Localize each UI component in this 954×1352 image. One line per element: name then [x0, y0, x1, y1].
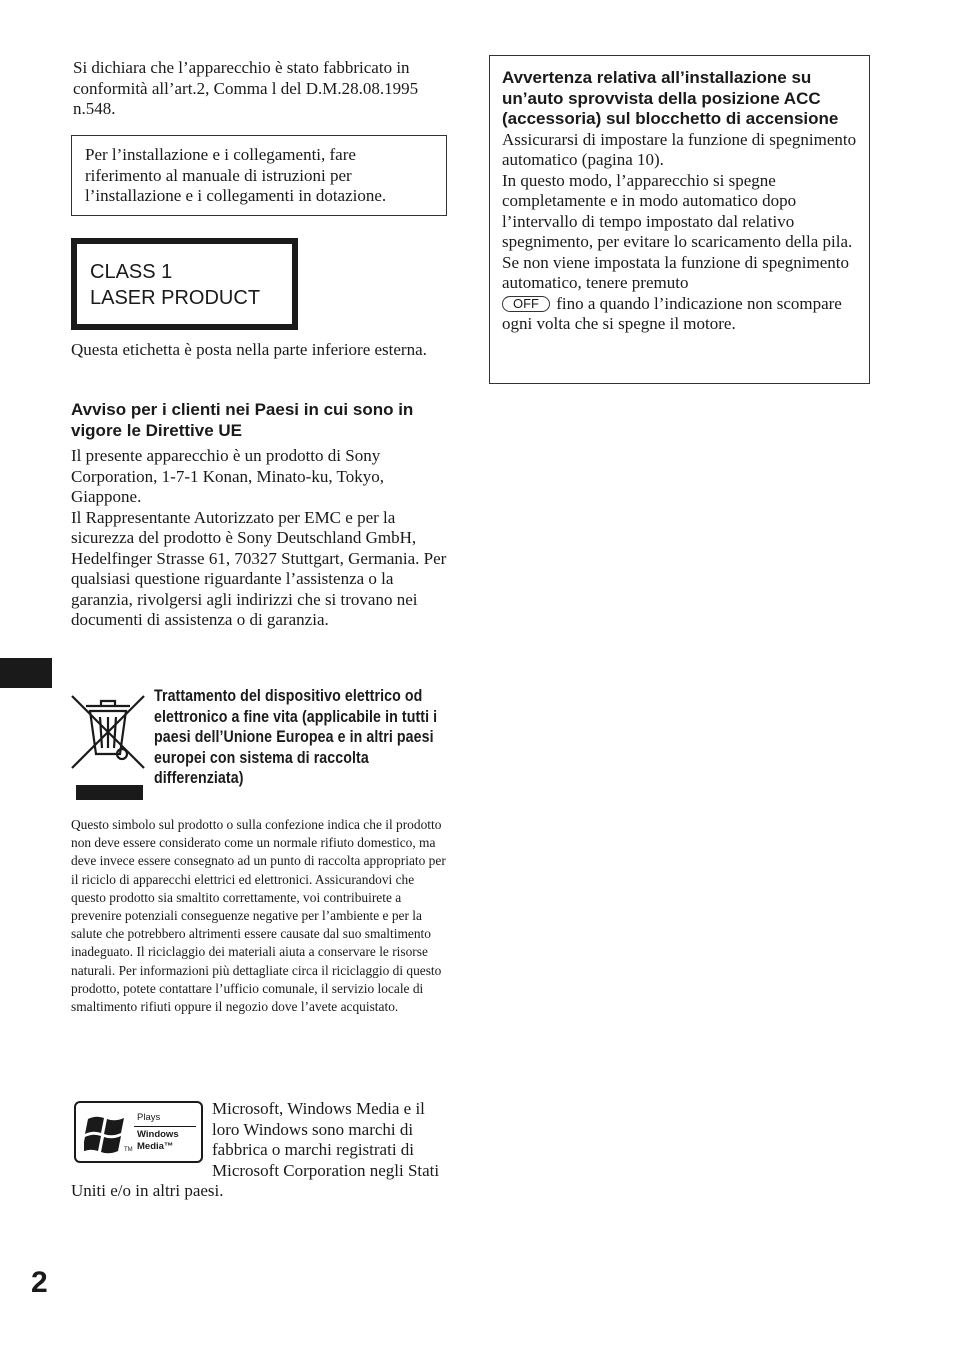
- acc-warning-heading: Avvertenza relativa all’installazione su un’auto sprovvista della posizione ACC (accessoria) sul blocchetto di accensione: [502, 68, 839, 128]
- logo-float-spacer: [71, 1099, 212, 1181]
- eu-notice-body: Il presente apparecchio è un prodotto di Sony Corporation, 1-7-1 Konan, Minato-ku, Tokyo, Giappone. Il Rappresentante Autorizzato per EMC e per la sicurezza del prodotto è Sony Deutschland GmbH, Hedelfinger Strasse 61, 70327 Stuttgart, Germania. Per qualsiasi questione riguardante l’assistenza o la garanzia, rivolgersi agli indirizzi che si trovano nei documenti di assistenza o di garanzia.: [71, 446, 447, 629]
- acc-warning-body-part1: Assicurarsi di impostare la funzione di spegnimento automatico (pagina 10). In questo modo, l’apparecchio si spegne completamente e in modo automatico dopo l’intervallo di tempo impostato dal relativo spegnimento, per evitare lo scaricamento della pila. Se non viene impostata la funzione di spegnimento automatico, tenere premuto: [502, 129, 857, 292]
- section-tab-marker: [0, 658, 52, 688]
- microsoft-trademark-text: [71, 1099, 447, 1202]
- page-number: 2: [31, 1266, 48, 1299]
- compliance-text: Si dichiara che l’apparecchio è stato fabbricato in conformità all’art.2, Comma l del D.M.28.08.1995 n.548.: [73, 58, 419, 118]
- acc-warning-box: [489, 55, 870, 384]
- crossed-out-wheeled-bin-icon: [70, 690, 146, 802]
- install-note-text: Per l’installazione e i collegamenti, fare riferimento al manuale di istruzioni per l’installazione e i collegamenti in dotazione.: [85, 145, 387, 205]
- laser-product-label: [71, 238, 298, 330]
- weee-heading: Trattamento del dispositivo elettrico od elettronico a fine vita (applicabile in tutti i paesi dell’Unione Europea e in altri paesi europei con sistema di raccolta differenziata): [154, 687, 438, 787]
- laser-label-line2: LASER PRODUCT: [90, 287, 261, 309]
- acc-warning-body: [502, 130, 864, 335]
- microsoft-trademark-body: Microsoft, Windows Media e il loro Windows sono marchi di fabbrica o marchi registrati di Microsoft Corporation negli Stati Uniti e/o in altri paesi.: [71, 1099, 440, 1200]
- laser-label-line1: CLASS 1: [90, 261, 173, 283]
- install-note-box: [71, 135, 447, 216]
- off-button-symbol: OFF: [502, 296, 550, 312]
- logo-media-text: Media™: [137, 1141, 174, 1152]
- logo-plays-text: Plays: [137, 1112, 161, 1123]
- weee-body: Questo simbolo sul prodotto o sulla confezione indica che il prodotto non deve essere considerato come un normale rifiuto domestico, ma deve invece essere consegnato ad un punto di raccolta appropriato per il riciclo di apparecchi elettrici ed elettronici. Assicurandovi che questo prodotto sia smaltito correttamente, voi contribuirete a prevenire potenziali conseguenze negative per l’ambiente e per la salute che potrebbero altrimenti essere causate dal suo smaltimento inadeguato. Il riciclaggio dei materiali aiuta a conservare le risorse naturali. Per informazioni più dettagliate circa il riciclaggio di questo prodotto, potete contattare l’ufficio comunale, il servizio locale di smaltimento rifiuti oppure il negozio dove l’avete acquistato.: [71, 817, 446, 1015]
- acc-warning-body-part2: fino a quando l’indicazione non scompare ogni volta che si spegne il motore.: [502, 293, 842, 333]
- logo-tm-text: TM: [124, 1147, 133, 1153]
- logo-windows-text: Windows: [137, 1129, 179, 1140]
- eu-notice-heading: Avviso per i clienti nei Paesi in cui sono in vigore le Direttive UE: [71, 400, 414, 440]
- label-caption: Questa etichetta è posta nella parte inferiore esterna.: [71, 340, 427, 359]
